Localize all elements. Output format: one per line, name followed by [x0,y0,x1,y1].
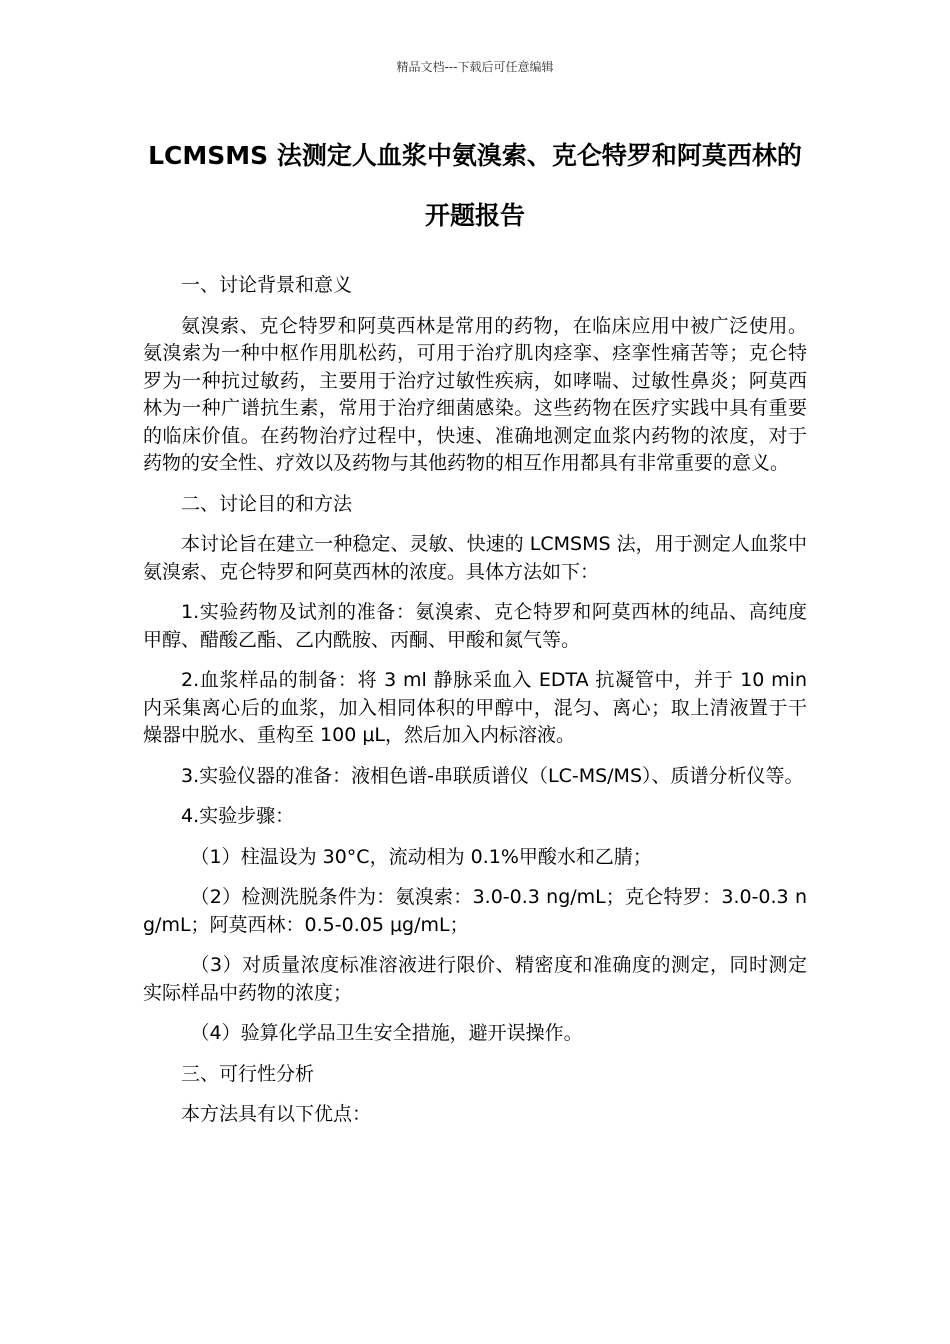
section-heading-purpose-method: 二、讨论目的和方法 [181,492,353,515]
paragraph-step-1: 1.实验药物及试剂的准备：氨溴索、克仑特罗和阿莫西林的纯品、高纯度甲醇、醋酸乙酯、乙内酰胺、丙酮、甲酸和氮气等。 [143,601,807,651]
paragraph-step-4: 4.实验步骤： [181,805,295,827]
paragraph-advantages-intro: 本方法具有以下优点： [181,1103,372,1125]
document-body [143,272,807,1142]
header-note: 精品文档---下载后可任意编辑 [396,60,554,74]
paragraph-substep-1: （1）柱温设为 30°C，流动相为 0.1%甲酸水和乙腈； [190,845,652,868]
section-heading-feasibility: 三、可行性分析 [181,1062,315,1085]
paragraph-purpose: 本讨论旨在建立一种稳定、灵敏、快速的 LCMSMS 法，用于测定人血浆中氨溴索、克仑特罗和阿莫西林的浓度。具体方法如下： [143,533,807,583]
paragraph-substep-3: （3）对质量浓度标准溶液进行限价、精密度和准确度的测定，同时测定实际样品中药物的浓度； [143,954,807,1004]
document-title: LCMSMS 法测定人血浆中氨溴索、克仑特罗和阿莫西林的开题报告 [148,141,802,230]
paragraph-step-3: 3.实验仪器的准备：液相色谱-串联质谱仪（LC-MS/MS）、质谱分析仪等。 [181,764,804,787]
paragraph-background: 氨溴索、克仑特罗和阿莫西林是常用的药物，在临床应用中被广泛使用。氨溴索为一种中枢作用肌松药，可用于治疗肌肉痉挛、痉挛性痛苦等；克仑特罗为一种抗过敏药，主要用于治疗过敏性疾病，如哮喘、过敏性鼻炎；阿莫西林为一种广谱抗生素，常用于治疗细菌感染。这些药物在医疗实践中具有重要的临床价值。在药物治疗过程中，快速、准确地测定血浆内药物的浓度，对于药物的安全性、疗效以及药物与其他药物的相互作用都具有非常重要的意义。 [143,314,807,474]
section-heading-background: 一、讨论背景和意义 [181,274,353,296]
paragraph-substep-2: （2）检测洗脱条件为：氨溴索：3.0-0.3 ng/mL；克仑特罗：3.0-0.3 ng/mL；阿莫西林：0.5-0.05 μg/mL； [143,886,807,936]
paragraph-substep-4: （4）验算化学品卫生安全措施，避开误操作。 [190,1022,583,1044]
paragraph-step-2: 2.血浆样品的制备：将 3 ml 静脉采血入 EDTA 抗凝管中，并于 10 min 内采集离心后的血浆，加入相同体积的甲醇中，混匀、离心；取上清液置于干燥器中脱水、重构至 100 μL，然后加入内标溶液。 [143,669,807,746]
